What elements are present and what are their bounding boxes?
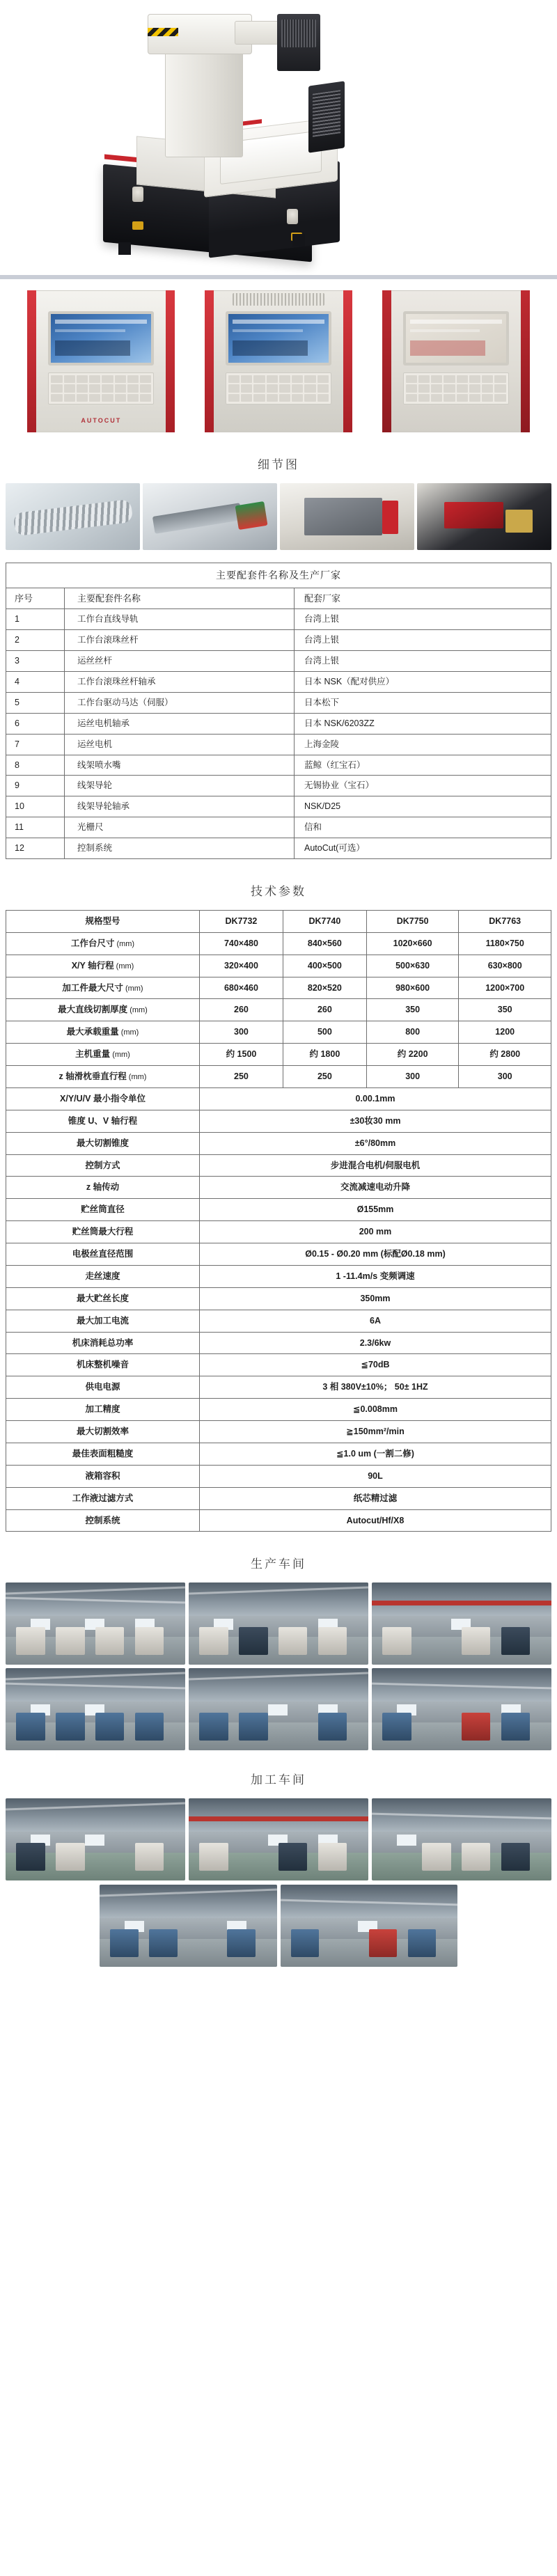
cabinet-brand-label: AUTOCUT — [81, 417, 122, 424]
tech-param-value: 1 -11.4m/s 变频调速 — [200, 1265, 551, 1287]
screen-line — [233, 329, 303, 332]
tech-param-value: 步进混合电机/伺服电机 — [200, 1154, 551, 1177]
tech-param-value: ±6°/80mm — [200, 1132, 551, 1154]
part-manufacturer: 信和 — [295, 817, 551, 838]
tech-param-value: 400×500 — [283, 955, 366, 977]
part-index: 7 — [6, 734, 65, 755]
detail-photo-ballscrew — [6, 483, 140, 550]
tech-param-label: 最大加工电流 — [6, 1310, 200, 1332]
part-manufacturer: AutoCut(可选） — [295, 838, 551, 859]
workshop-photo — [6, 1798, 185, 1880]
cabinet-side-trim — [343, 290, 352, 432]
part-name: 运丝电机 — [65, 734, 295, 755]
part-name: 光栅尺 — [65, 817, 295, 838]
hazard-stripe-icon — [148, 28, 178, 36]
part-manufacturer: 台湾上银 — [295, 651, 551, 672]
table-row — [6, 1132, 551, 1154]
part-manufacturer: 台湾上银 — [295, 630, 551, 651]
part-name: 工作台驱动马达（伺服） — [65, 692, 295, 713]
tech-param-label: z 轴传动 — [6, 1177, 200, 1199]
tech-param-value: 500×630 — [366, 955, 459, 977]
machining-workshop-gallery-bottom — [94, 1885, 463, 1971]
table-row — [6, 692, 551, 713]
tech-param-unit: (mm) — [127, 1006, 148, 1015]
machining-workshop-title: 加工车间 — [251, 1773, 306, 1787]
cabinet-side-trim — [205, 290, 214, 432]
table-row — [6, 1443, 551, 1465]
tech-model-DK7740: DK7740 — [283, 910, 366, 932]
tech-param-label: 工作液过滤方式 — [6, 1487, 200, 1509]
workshop-photo — [372, 1668, 551, 1750]
part-manufacturer: 日本 NSK/6203ZZ — [295, 713, 551, 734]
machine-side-grille — [313, 90, 340, 137]
machine-foot — [118, 242, 131, 255]
tech-param-label: 工作台尺寸 (mm) — [6, 932, 200, 955]
tech-param-label: 贮丝筒最大行程 — [6, 1221, 200, 1243]
machine-badge — [132, 187, 143, 202]
tech-param-label: 液箱容积 — [6, 1465, 200, 1487]
workshop-photo — [189, 1668, 368, 1750]
tech-model-header: 规格型号 — [6, 910, 200, 932]
parts-table-header-row — [6, 588, 551, 609]
tech-param-value: 500 — [283, 1021, 366, 1044]
table-row — [6, 1487, 551, 1509]
workshop-photo — [281, 1885, 458, 1967]
table-row — [6, 1376, 551, 1399]
table-row — [6, 734, 551, 755]
cabinet-side-trim — [382, 290, 391, 432]
tech-param-value: 250 — [200, 1066, 283, 1088]
screen-panel — [410, 340, 485, 356]
tech-model-DK7750: DK7750 — [366, 910, 459, 932]
table-row — [6, 1265, 551, 1287]
tech-param-unit: (mm) — [123, 984, 143, 993]
tech-param-value: 3 相 380V±10%； 50± 1HZ — [200, 1376, 551, 1399]
tech-param-value: 约 2200 — [366, 1044, 459, 1066]
table-row — [6, 1465, 551, 1487]
table-row — [6, 1110, 551, 1132]
controller-cabinet — [205, 290, 352, 432]
part-index: 4 — [6, 672, 65, 693]
cabinet-vent — [233, 293, 324, 306]
machine-column — [165, 40, 243, 157]
tech-param-value: 350 — [366, 999, 459, 1021]
part-name: 工作台直线导轨 — [65, 609, 295, 630]
tech-param-label: 机床消耗总功率 — [6, 1332, 200, 1354]
tech-param-unit: (mm) — [114, 939, 135, 948]
technical-parameters-table — [6, 910, 551, 1532]
tech-param-value: 980×600 — [366, 977, 459, 999]
tech-param-value: 820×520 — [283, 977, 366, 999]
tech-param-value: ≦70dB — [200, 1354, 551, 1376]
tech-param-label: 电极丝直径范围 — [6, 1243, 200, 1266]
tech-param-label: 贮丝筒直径 — [6, 1199, 200, 1221]
tech-param-value: ±30妆30 mm — [200, 1110, 551, 1132]
part-manufacturer: 蓝鲸（红宝石） — [295, 755, 551, 776]
tech-param-value: Ø0.15 - Ø0.20 mm (标配Ø0.18 mm) — [200, 1243, 551, 1266]
machine-foot — [292, 234, 305, 246]
tech-param-label: 最大贮丝长度 — [6, 1287, 200, 1310]
controller-cabinet — [382, 290, 530, 432]
part-name: 工作台滚珠丝杆轴承 — [65, 672, 295, 693]
machine-wire-drum-grille — [281, 19, 316, 47]
tech-param-unit: (mm) — [118, 1028, 139, 1037]
tech-param-value: 300 — [200, 1021, 283, 1044]
table-row — [6, 776, 551, 796]
tech-param-value: 90L — [200, 1465, 551, 1487]
tech-param-unit: (mm) — [110, 1051, 130, 1060]
machine-amber-plate — [132, 221, 143, 230]
part-index: 12 — [6, 838, 65, 859]
table-row — [6, 1044, 551, 1066]
tech-param-label: 锥度 U、V 轴行程 — [6, 1110, 200, 1132]
machine-badge — [287, 209, 298, 224]
tech-param-value: Autocut/Hf/X8 — [200, 1509, 551, 1532]
production-workshop-gallery — [0, 1582, 557, 1754]
tech-param-label: 控制方式 — [6, 1154, 200, 1177]
part-name: 线架导轮轴承 — [65, 796, 295, 817]
tech-param-value: 纸芯精过滤 — [200, 1487, 551, 1509]
table-row — [6, 1021, 551, 1044]
workshop-photo — [372, 1582, 551, 1665]
tech-param-value: 约 1800 — [283, 1044, 366, 1066]
table-row — [6, 630, 551, 651]
parts-header-index: 序号 — [6, 588, 65, 609]
controller-cabinet-gallery — [0, 279, 557, 439]
table-row — [6, 796, 551, 817]
workshop-photo — [6, 1582, 185, 1665]
tech-param-label: X/Y 轴行程 (mm) — [6, 955, 200, 977]
part-name: 工作台滚珠丝杆 — [65, 630, 295, 651]
tech-param-value: Ø155mm — [200, 1199, 551, 1221]
tech-param-value: 260 — [200, 999, 283, 1021]
parts-supplier-table — [6, 563, 551, 859]
tech-param-value: 840×560 — [283, 932, 366, 955]
table-row — [6, 1421, 551, 1443]
screen-line — [55, 320, 147, 324]
machine-illustration — [0, 0, 557, 275]
part-index: 3 — [6, 651, 65, 672]
part-name: 控制系统 — [65, 838, 295, 859]
part-name: 运丝电机轴承 — [65, 713, 295, 734]
part-name: 运丝丝杆 — [65, 651, 295, 672]
tech-model-DK7732: DK7732 — [200, 910, 283, 932]
workshop-photo — [372, 1798, 551, 1880]
page-bottom-padding — [0, 1971, 557, 1984]
tech-param-value: 680×460 — [200, 977, 283, 999]
part-index: 6 — [6, 713, 65, 734]
table-row — [6, 932, 551, 955]
tech-param-value: 350 — [459, 999, 551, 1021]
tech-param-label: 最大直线切割厚度 (mm) — [6, 999, 200, 1021]
detail-photo-linear-guide — [143, 483, 277, 550]
part-index: 2 — [6, 630, 65, 651]
part-index: 10 — [6, 796, 65, 817]
tech-param-value: 1200 — [459, 1021, 551, 1044]
table-row — [6, 1199, 551, 1221]
tech-param-value: 约 1500 — [200, 1044, 283, 1066]
tech-param-value: 1020×660 — [366, 932, 459, 955]
tech-param-label: 控制系统 — [6, 1509, 200, 1532]
tech-param-label: 走丝速度 — [6, 1265, 200, 1287]
tech-param-value: 200 mm — [200, 1221, 551, 1243]
part-manufacturer: 上海金陵 — [295, 734, 551, 755]
part-name: 线架导轮 — [65, 776, 295, 796]
part-manufacturer: 日本松下 — [295, 692, 551, 713]
table-row — [6, 609, 551, 630]
tech-section-title: 技术参数 — [251, 884, 306, 898]
part-index: 9 — [6, 776, 65, 796]
tech-model-DK7763: DK7763 — [459, 910, 551, 932]
detail-photo-internal-frame — [280, 483, 414, 550]
tech-param-value: 350mm — [200, 1287, 551, 1310]
table-row — [6, 1399, 551, 1421]
table-row — [6, 755, 551, 776]
tech-param-label: 机床整机噪音 — [6, 1354, 200, 1376]
tech-param-label: 最大承载重量 (mm) — [6, 1021, 200, 1044]
detail-photo-wire-drum — [417, 483, 551, 550]
cabinet-screen — [403, 311, 509, 366]
tech-param-label: 最大切割锥度 — [6, 1132, 200, 1154]
tech-param-value: ≦0.008mm — [200, 1399, 551, 1421]
tech-param-value: 630×800 — [459, 955, 551, 977]
cabinet-keypad — [226, 372, 331, 405]
workshop-photo — [189, 1582, 368, 1665]
cabinet-side-trim — [27, 290, 36, 432]
screen-line — [410, 329, 480, 332]
tech-param-label: 供电电源 — [6, 1376, 200, 1399]
detail-photo-strip — [0, 483, 557, 563]
tech-param-label: 加工精度 — [6, 1399, 200, 1421]
part-index: 1 — [6, 609, 65, 630]
tech-param-value: 1200×700 — [459, 977, 551, 999]
table-row — [6, 955, 551, 977]
table-row — [6, 1287, 551, 1310]
table-row — [6, 713, 551, 734]
controller-cabinet — [27, 290, 175, 432]
tech-param-label: z 轴滑枕垂直行程 (mm) — [6, 1066, 200, 1088]
screen-panel — [55, 340, 130, 356]
cabinet-keypad — [48, 372, 154, 405]
workshop-photo — [189, 1798, 368, 1880]
tech-param-value: 800 — [366, 1021, 459, 1044]
table-row — [6, 672, 551, 693]
table-row — [6, 1354, 551, 1376]
cabinet-screen — [226, 311, 331, 366]
table-row — [6, 1087, 551, 1110]
tech-model-header-row — [6, 910, 551, 932]
tech-param-value: 2.3/6kw — [200, 1332, 551, 1354]
part-index: 8 — [6, 755, 65, 776]
part-manufacturer: 无锡协业（宝石） — [295, 776, 551, 796]
table-row — [6, 817, 551, 838]
workshop-photo — [6, 1668, 185, 1750]
tech-param-unit: (mm) — [126, 1073, 147, 1082]
table-row — [6, 651, 551, 672]
workshop-photo — [100, 1885, 277, 1967]
tech-table-wrap — [0, 910, 557, 1539]
production-workshop-title: 生产车间 — [251, 1557, 306, 1571]
part-index: 11 — [6, 817, 65, 838]
part-manufacturer: NSK/D25 — [295, 796, 551, 817]
parts-table-wrap — [0, 563, 557, 866]
tech-param-value: 320×400 — [200, 955, 283, 977]
screen-line — [410, 320, 502, 324]
table-row — [6, 1154, 551, 1177]
part-index: 5 — [6, 692, 65, 713]
tech-param-value: 250 — [283, 1066, 366, 1088]
tech-param-value: 740×480 — [200, 932, 283, 955]
tech-param-label: 最佳表面粗糙度 — [6, 1443, 200, 1465]
tech-param-value: 约 2800 — [459, 1044, 551, 1066]
screen-line — [233, 320, 324, 324]
hero-product-photo — [0, 0, 557, 275]
cabinet-side-trim — [166, 290, 175, 432]
tech-param-value: 交流减速电动升降 — [200, 1177, 551, 1199]
parts-table-title-row — [6, 563, 551, 588]
table-row — [6, 1310, 551, 1332]
table-row — [6, 1066, 551, 1088]
parts-header-manufacturer: 配套厂家 — [295, 588, 551, 609]
screen-line — [55, 329, 125, 332]
tech-param-label: 主机重量 (mm) — [6, 1044, 200, 1066]
parts-header-name: 主要配套件名称 — [65, 588, 295, 609]
tech-param-value: ≦1.0 um (一割二修) — [200, 1443, 551, 1465]
table-row — [6, 1243, 551, 1266]
tech-param-label: 加工件最大尺寸 (mm) — [6, 977, 200, 999]
tech-param-value: ≧150mm²/min — [200, 1421, 551, 1443]
table-row — [6, 838, 551, 859]
cabinet-keypad — [403, 372, 509, 405]
part-manufacturer: 日本 NSK（配对供应） — [295, 672, 551, 693]
table-row — [6, 1221, 551, 1243]
tech-param-value: 300 — [366, 1066, 459, 1088]
detail-section-title: 细节图 — [258, 458, 299, 471]
cabinet-screen — [48, 311, 154, 366]
cabinet-side-trim — [521, 290, 530, 432]
tech-param-value: 260 — [283, 999, 366, 1021]
table-row — [6, 1332, 551, 1354]
screen-panel — [233, 340, 308, 356]
tech-param-unit: (mm) — [113, 961, 134, 971]
tech-param-value: 1180×750 — [459, 932, 551, 955]
part-name: 线架喷水嘴 — [65, 755, 295, 776]
table-row — [6, 1177, 551, 1199]
tech-param-value: 300 — [459, 1066, 551, 1088]
tech-param-value: 6A — [200, 1310, 551, 1332]
table-row — [6, 999, 551, 1021]
part-manufacturer: 台湾上银 — [295, 609, 551, 630]
tech-param-value: 0.00.1mm — [200, 1087, 551, 1110]
tech-param-label: X/Y/U/V 最小指令单位 — [6, 1087, 200, 1110]
tech-param-label: 最大切割效率 — [6, 1421, 200, 1443]
machining-workshop-gallery — [0, 1798, 557, 1885]
parts-table-title: 主要配套件名称及生产厂家 — [6, 563, 551, 588]
table-row — [6, 1509, 551, 1532]
table-row — [6, 977, 551, 999]
